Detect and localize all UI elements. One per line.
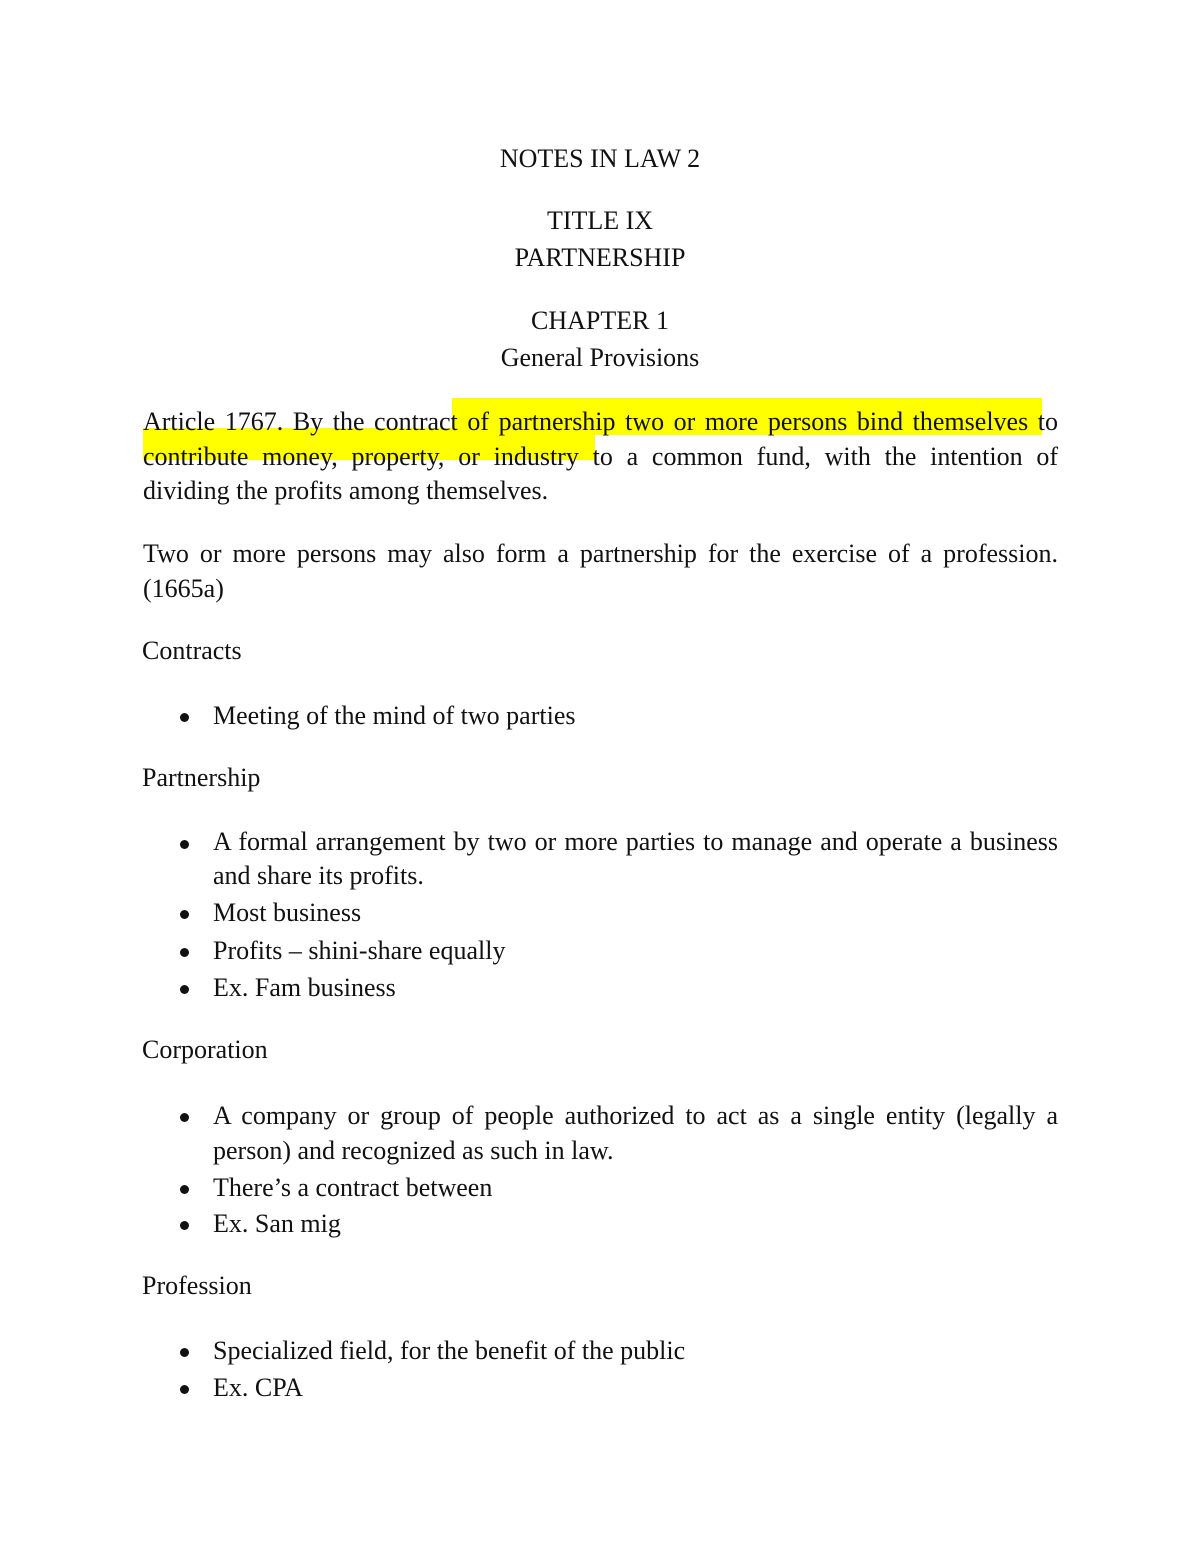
bullet-icon [180,1113,189,1122]
bullet-icon [180,910,189,919]
title-number: TITLE IX [546,206,654,235]
section-heading: Corporation [142,1035,268,1064]
bullet-icon [180,1221,189,1230]
list-item: Meeting of the mind of two parties [213,701,576,730]
list-item: There’s a contract between [213,1173,493,1202]
list-item: Specialized field, for the benefit of the public [213,1336,686,1365]
title-name: PARTNERSHIP [514,243,686,272]
bullet-icon [180,948,189,957]
article-paragraph-2: Two or more persons may also form a partnership for the exercise of a profession. (1665a) [143,539,1058,603]
bullet-icon [180,1348,189,1357]
list-item: Most business [213,898,362,927]
document-title: NOTES IN LAW 2 [499,144,701,173]
bullet-icon [180,840,189,849]
list-item: A company or group of people authorized to act as a single entity (legally a person) and recognized as such in law. [213,1101,1058,1165]
bullet-icon [180,1385,189,1394]
list-item: Ex. Fam business [213,973,396,1002]
section-heading: Profession [142,1271,252,1300]
list-item: Ex. San mig [213,1209,341,1238]
section-heading: Partnership [142,763,261,792]
chapter-number: CHAPTER 1 [531,306,669,335]
article-paragraph: Article 1767. By the contract of partnership two or more persons bind themselves to contribute money, property, or industry to a common fund, with the intention of dividing the profits among themselves. [143,407,1058,505]
list-item: A formal arrangement by two or more parties to manage and operate a business and share its profits. [213,827,1058,890]
chapter-name: General Provisions [500,343,700,372]
list-item: Profits – shini-share equally [213,936,506,965]
list-item: Ex. CPA [213,1373,304,1402]
bullet-icon [180,985,189,994]
bullet-icon [180,713,189,722]
section-heading: Contracts [142,636,242,665]
bullet-icon [180,1185,189,1194]
